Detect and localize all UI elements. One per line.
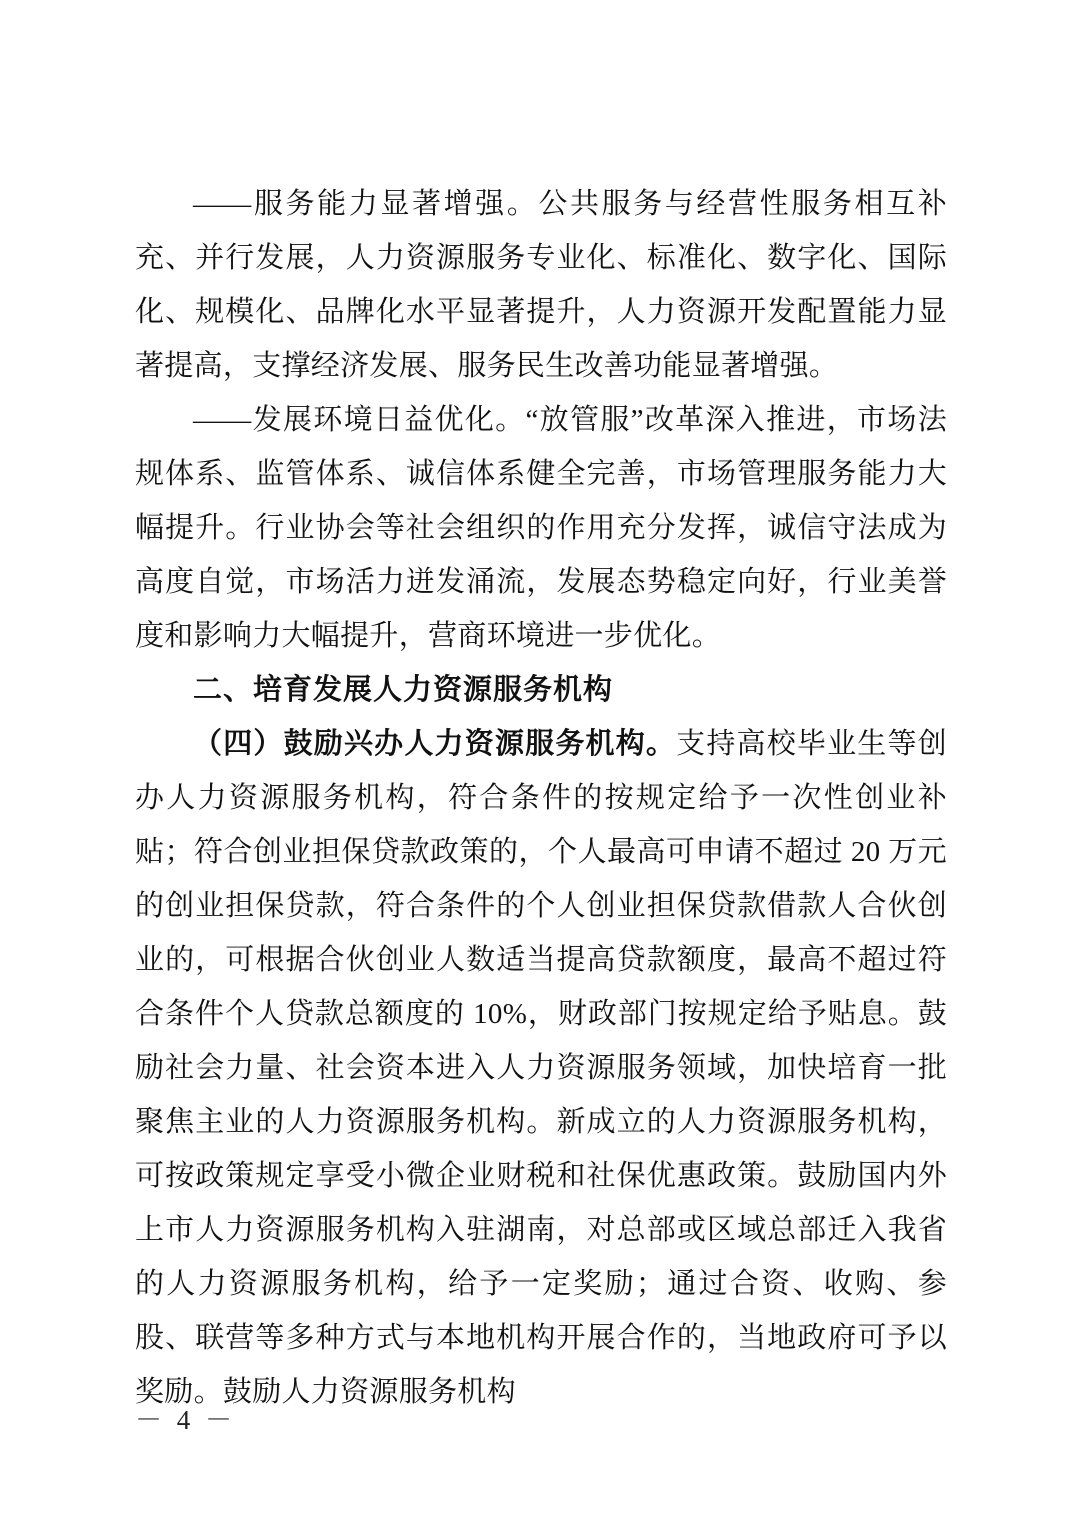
page-number: － 4 － — [135, 1405, 236, 1435]
clause-body: 支持高校毕业生等创办人力资源服务机构，符合条件的按规定给予一次性创业补贴；符合创业担保贷款政策的，个人最高可申请不超过 20 万元的创业担保贷款，符合条件的个人创业担保贷款借款人合伙创业的，可根据合伙创业人数适当提高贷款额度，最高不超过符合条件个人贷款总额度的 10%，财政部门按规定给予贴息。鼓励社会力量、社会资本进入人力资源服务领域，加快培育一批聚焦主业的人力资源服务机构。新成立的人力资源服务机构，可按政策规定享受小微企业财税和社保优惠政策。鼓励国内外上市人力资源服务机构入驻湖南，对总部或区域总部迁入我省的人力资源服务机构，给予一定奖励；通过合资、收购、参股、联营等多种方式与本地机构开展合作的，当地政府可予以奖励。鼓励人力资源服务机构 — [135, 728, 947, 1408]
document-body — [135, 177, 947, 1419]
paragraph-encourage-agencies — [135, 717, 947, 1419]
clause-lead: （四）鼓励兴办人力资源服务机构。 — [193, 728, 677, 760]
section-heading: 二、培育发展人力资源服务机构 — [193, 674, 614, 706]
paragraph-service-capacity: ——服务能力显著增强。公共服务与经营性服务相互补充、并行发展，人力资源服务专业化、标准化、数字化、国际化、规模化、品牌化水平显著提升，人力资源开发配置能力显著提高，支撑经济发展、服务民生改善功能显著增强。 — [135, 188, 947, 382]
paragraph-development-environment: ——发展环境日益优化。“放管服”改革深入推进，市场法规体系、监管体系、诚信体系健全完善，市场管理服务能力大幅提升。行业协会等社会组织的作用充分发挥，诚信守法成为高度自觉，市场活力迸发涌流，发展态势稳定向好，行业美誉度和影响力大幅提升，营商环境进一步优化。 — [135, 404, 947, 652]
